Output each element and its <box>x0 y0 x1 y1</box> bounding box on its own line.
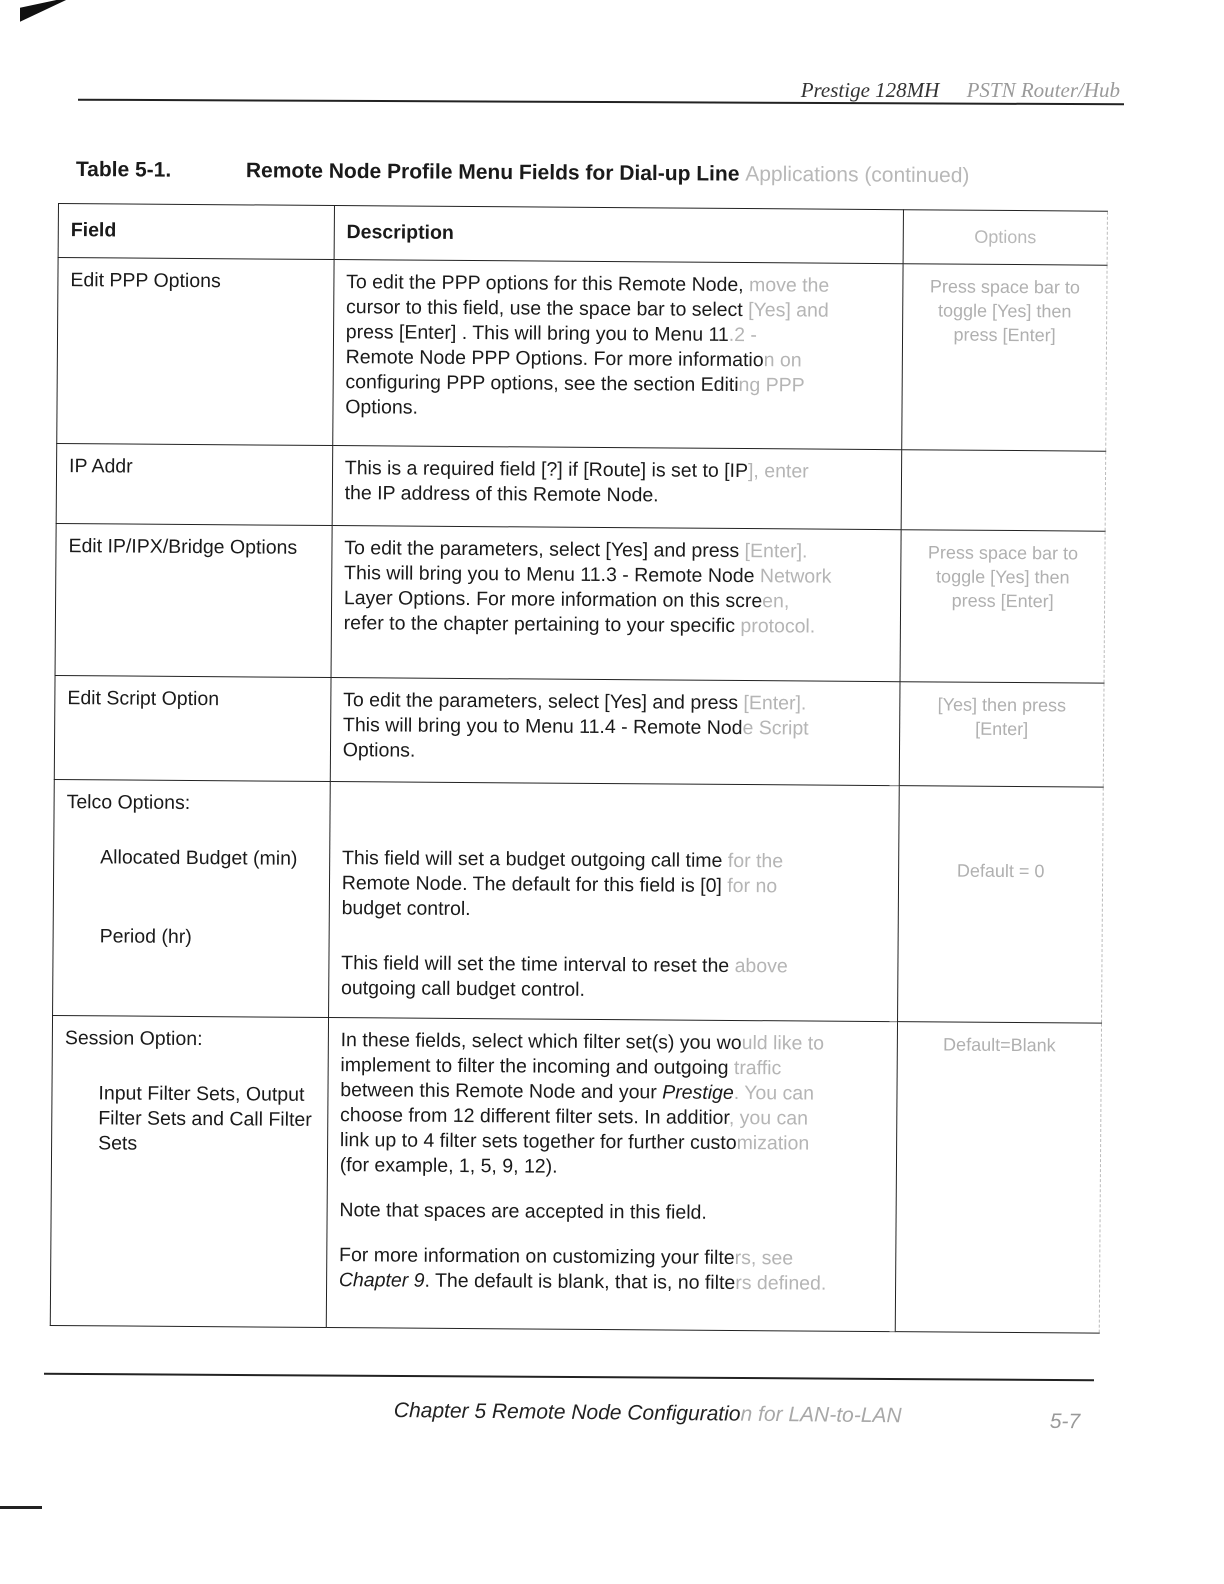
filter-description: In these fields, select which filter set(s) you would like to implement to filter the incoming and outgoing traffic between this Remote Node and your Prestige. You can choose from 12 different filter sets. In additior, you can link up to 4 filter sets together for further customization (for example, 1, 5, 9, 12). <box>339 1029 825 1178</box>
field-cell: IP Addr <box>56 443 332 525</box>
description-cell: To edit the parameters, select [Yes] and press [Enter]. This will bring you to Menu 11.4 - Remote Node Script Options. <box>330 678 900 786</box>
period-description: This field will set the time interval to reset the above outgoing call budget control. <box>340 952 788 1001</box>
footer-rule <box>44 1373 1094 1381</box>
header-section: PSTN Router/Hub <box>966 78 1120 102</box>
spaces-note: Note that spaces are accepted in this field. <box>339 1199 707 1224</box>
options-cell <box>901 450 1105 531</box>
scan-edge-mark <box>0 1506 42 1509</box>
filter-sets-label: Input Filter Sets, Output Filter Sets and Call Filter Sets <box>98 1082 312 1155</box>
session-option-label: Session Option: <box>64 1027 203 1051</box>
header-options: Options <box>903 210 1107 265</box>
options-cell <box>898 786 1104 1023</box>
header-field: Field <box>58 204 334 260</box>
remote-node-fields-table <box>50 203 1108 1334</box>
field-cell: Edit IP/IPX/Bridge Options <box>55 523 332 677</box>
running-header <box>801 78 1120 103</box>
more-info-note: For more information on customizing your filters, see Chapter 9. The default is blank, that is, no filters defined. <box>338 1244 827 1295</box>
options-cell: Press space bar to toggle [Yes] then press [Enter] <box>902 264 1107 451</box>
scan-corner-mark <box>20 0 74 22</box>
description-cell <box>326 1018 898 1332</box>
telco-options-label: Telco Options: <box>66 791 191 814</box>
description-cell <box>328 782 899 1022</box>
field-cell: Edit Script Option <box>54 675 331 781</box>
options-cell: Press space bar to toggle [Yes] then press [Enter] <box>900 530 1105 683</box>
table-header-row <box>58 204 1107 266</box>
allocated-budget-label: Allocated Budget (min) <box>100 846 298 870</box>
table-title: Remote Node Profile Menu Fields for Dial-up Line <box>245 159 740 186</box>
table-number: Table 5-1. <box>75 158 172 182</box>
period-label: Period (hr) <box>99 925 192 948</box>
budget-default: Default = 0 <box>956 860 1045 882</box>
page-number: 5-7 <box>1049 1409 1081 1434</box>
header-description: Description <box>334 206 904 264</box>
table-row <box>54 675 1104 787</box>
options-cell: Default=Blank <box>895 1022 1101 1333</box>
table-row-session <box>50 1015 1101 1333</box>
description-cell: To edit the parameters, select [Yes] and press [Enter]. This will bring you to Menu 11.3 - Remote Node Network Layer Options. For more information on this screen, refer to the chapter pertaining to your specific protocol. <box>331 526 901 682</box>
running-footer <box>393 1399 1094 1434</box>
table-row <box>55 523 1105 683</box>
footer-chapter: Chapter 5 Remote Node Configuratio <box>393 1399 741 1426</box>
budget-description: This field will set a budget outgoing call time for the Remote Node. The default for this field is [0] for no budget control. <box>341 847 784 921</box>
table-caption <box>76 158 1136 189</box>
options-cell: [Yes] then press [Enter] <box>899 682 1104 787</box>
field-cell <box>53 779 331 1017</box>
table-title-faded: Applications (continued) <box>745 162 970 188</box>
table-row <box>57 258 1107 452</box>
field-cell <box>50 1015 328 1327</box>
field-cell: Edit PPP Options <box>57 258 334 446</box>
description-cell: This is a required field [?] if [Route] is set to [IP], enter the IP address of this Remote Node. <box>332 446 902 530</box>
header-product: Prestige 128MH <box>800 78 940 102</box>
table-row-telco <box>53 779 1104 1023</box>
description-cell: To edit the PPP options for this Remote Node, move the cursor to this field, use the space bar to select [Yes] and press [Enter] . This will bring you to Menu 11.2 - Remote Node PPP Options. For more information on configuring PPP options, see the section Editing PPP Options. <box>333 260 904 450</box>
footer-chapter-faded: n for LAN-to-LAN <box>740 1402 902 1428</box>
table-row <box>56 443 1106 531</box>
